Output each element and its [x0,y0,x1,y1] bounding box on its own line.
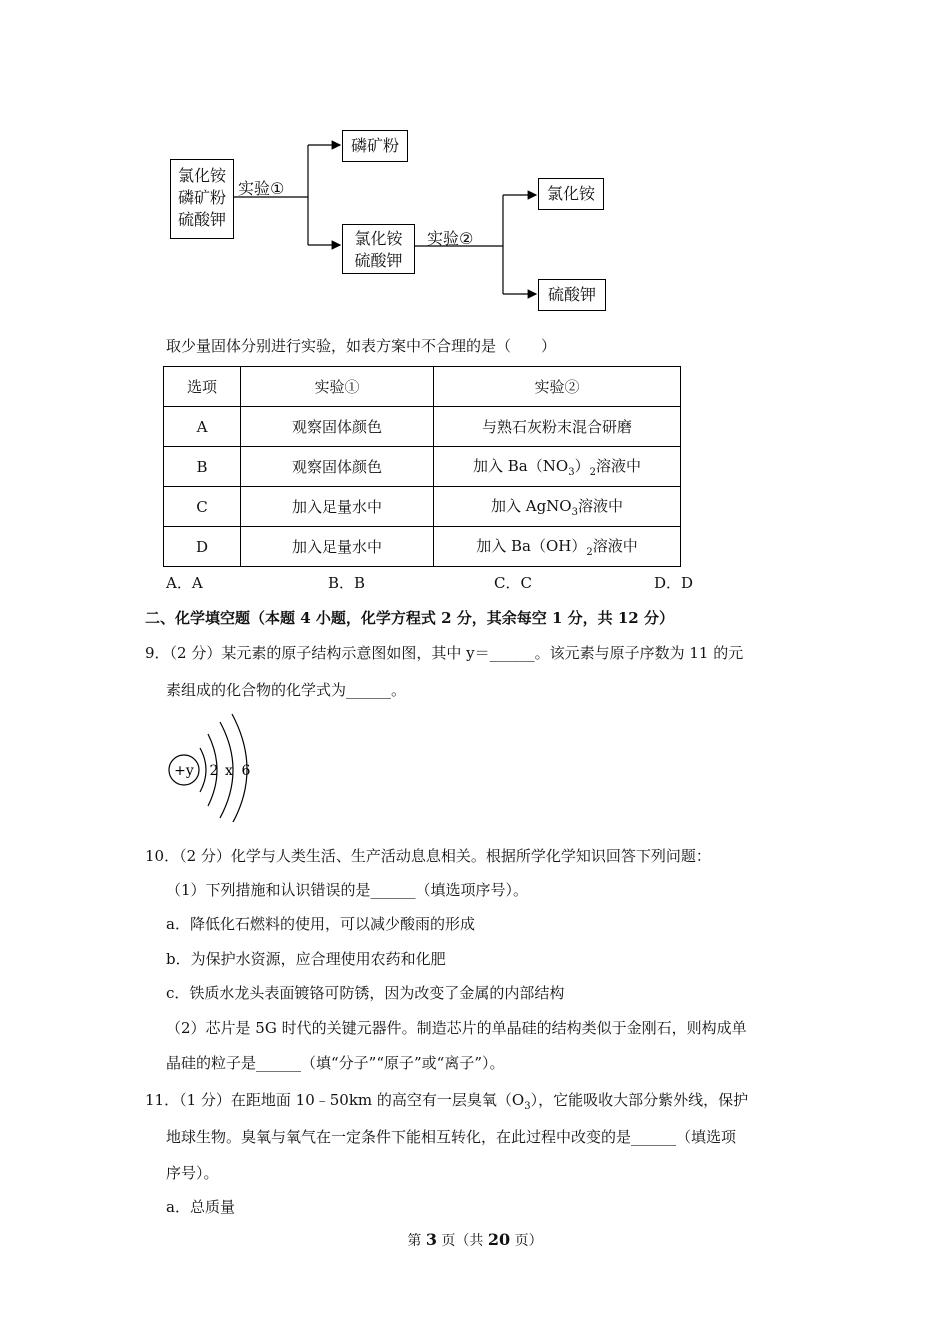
table-row [164,407,681,447]
table-cell: 与熟石灰粉末混合研磨 [434,407,681,447]
table-row [164,447,681,487]
flow-result-1-text: 磷矿粉 [350,136,399,155]
table-cell: A [164,407,241,447]
flow-mid-box [342,224,415,274]
table-cell: C [164,487,241,527]
q11-line1: 11．（1 分）在距地面 10﹣50km 的高空有一层臭氧$(O_3)$，它能吸收大部分紫外线，保护 [145,1091,749,1112]
q11-line3: 序号）。 [166,1164,219,1182]
flow-start-item: 硫酸钾 [177,210,226,229]
q8-choice-d: D．D [654,574,694,592]
q8-choice-b: B．B [328,574,366,592]
flow-result-3-text: 硫酸钾 [547,285,596,304]
page-total: 20 [487,1230,511,1249]
flow-start-item: 氯化铵 [177,166,226,185]
section-title: 二、化学填空题（本题 4 小题，化学方程式 2 分，其余每空 1 分，共 12 分） [145,609,674,627]
q8-choice-a: A．A [166,574,203,592]
q9-line2: 素组成的化合物的化学式为______。 [166,681,407,699]
table-header: 实验① [241,367,434,407]
atom-shell-2-label: x [225,763,233,779]
q10-line2: （1）下列措施和认识错误的是______（填选项序号）。 [166,881,529,899]
page-footer: 第 3 页（共 20 页） [407,1230,543,1249]
flowchart-connectors [0,0,950,330]
q10-option-c: c．铁质水龙头表面镀铬可防锈，因为改变了金属的内部结构 [166,984,565,1002]
q10-line1: 10．（2 分）化学与人类生活、生产活动息息相关。根据所学化学知识回答下列问题： [145,847,711,865]
q8-stem: 取少量固体分别进行实验，如表方案中不合理的是（ ） [166,337,557,355]
flow-result-box-2 [538,178,604,210]
atom-shell-3-label: 6 [241,763,251,779]
table-row [164,487,681,527]
flow-exp2-label: 实验② [427,229,474,248]
table-cell: 加入 AgNO$_3$溶液中 [434,487,681,527]
atom-shell-1-label: 2 [209,763,219,779]
table-cell: 观察固体颜色 [241,407,434,447]
table-header: 实验② [434,367,681,407]
table-cell: D [164,527,241,567]
flow-result-box-3 [538,279,606,311]
table-header: 选项 [164,367,241,407]
q11-line2: 地球生物。臭氧与氧气在一定条件下能相互转化，在此过程中改变的是______（填选项 [166,1128,737,1146]
table-cell: B [164,447,241,487]
table-cell: 观察固体颜色 [241,447,434,487]
table-cell: 加入足量水中 [241,487,434,527]
page-number: 3 [425,1230,437,1249]
q9-line1: 9．（2 分）某元素的原子结构示意图如图，其中 y＝______。该元素与原子序数为 11 的元 [145,644,744,662]
table-row [164,527,681,567]
q10-line4: 晶硅的粒子是______（填“分子”“原子”或“离子”）。 [166,1054,505,1072]
flow-mid-item: 硫酸钾 [354,251,403,270]
flow-mid-item: 氯化铵 [354,229,403,248]
table-header-row [164,367,681,407]
table-cell: 加入 $Ba(OH)_2$溶液中 [434,527,681,567]
flow-exp1-label: 实验① [238,179,285,198]
flow-result-box-1 [342,130,408,162]
q8-choice-c: C．C [494,574,532,592]
flow-result-2-text: 氯化铵 [546,184,595,203]
q11-option-a: a．总质量 [166,1198,235,1216]
q8-options-table [163,366,681,567]
q10-option-b: b．为保护水资源，应合理使用农药和化肥 [166,950,446,968]
q10-option-a: a．降低化石燃料的使用，可以减少酸雨的形成 [166,915,475,933]
q10-line3: （2）芯片是 5G 时代的关键元器件。制造芯片的单晶硅的结构类似于金刚石，则构成单 [166,1019,747,1037]
atom-structure-diagram [160,712,270,822]
flow-start-box [170,159,234,239]
flow-start-item: 磷矿粉 [177,188,226,207]
table-cell: 加入足量水中 [241,527,434,567]
atom-nucleus-label: +y [174,763,194,779]
table-cell: 加入 $Ba(NO_3)_2$溶液中 [434,447,681,487]
